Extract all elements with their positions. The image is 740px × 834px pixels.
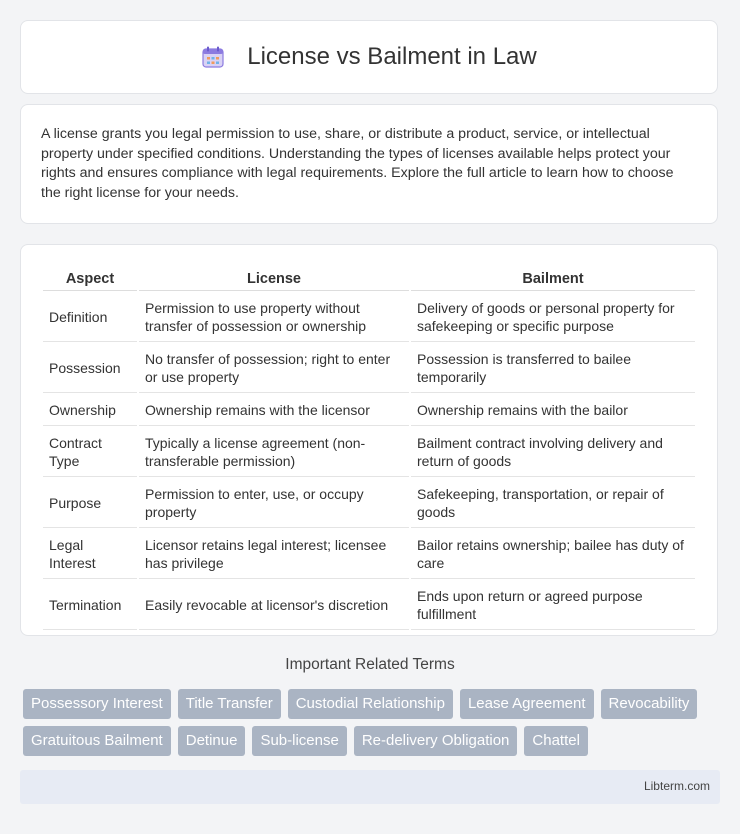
row-aspect: Ownership (43, 395, 137, 426)
term-tag[interactable]: Chattel (524, 726, 588, 756)
row-license: Licensor retains legal interest; licensee has privilege (139, 530, 409, 579)
related-terms-title: Important Related Terms (285, 656, 455, 673)
comparison-table (41, 265, 697, 632)
term-tag[interactable]: Custodial Relationship (288, 689, 453, 719)
table-header-row (43, 267, 695, 291)
row-license: Typically a license agreement (non-transferable permission) (139, 428, 409, 477)
page-title: License vs Bailment in Law (247, 43, 537, 70)
row-bailment: Bailor retains ownership; bailee has duty of care (411, 530, 695, 579)
row-aspect: Possession (43, 344, 137, 393)
row-license: Permission to use property without transfer of possession or ownership (139, 293, 409, 342)
row-license: Ownership remains with the licensor (139, 395, 409, 426)
term-tag[interactable]: Revocability (601, 689, 698, 719)
intro-card (20, 104, 718, 224)
row-aspect: Termination (43, 581, 137, 630)
table-row (43, 530, 695, 579)
table-row (43, 428, 695, 477)
header-aspect: Aspect (43, 267, 137, 291)
row-bailment: Safekeeping, transportation, or repair of goods (411, 479, 695, 528)
term-tag[interactable]: Lease Agreement (460, 689, 594, 719)
row-license: Easily revocable at licensor's discretion (139, 581, 409, 630)
term-tag[interactable]: Detinue (178, 726, 246, 756)
table-row (43, 293, 695, 342)
row-license: No transfer of possession; right to enter or use property (139, 344, 409, 393)
footer-bar (20, 770, 720, 804)
footer-site-link[interactable]: Libterm.com (643, 779, 710, 793)
row-bailment: Delivery of goods or personal property for safekeeping or specific purpose (411, 293, 695, 342)
row-bailment: Possession is transferred to bailee temporarily (411, 344, 695, 393)
row-license: Permission to enter, use, or occupy property (139, 479, 409, 528)
term-tag[interactable]: Re-delivery Obligation (354, 726, 518, 756)
intro-text: A license grants you legal permission to use, share, or distribute a product, service, or intellectual property under specified conditions. Understanding the types of licenses available helps protect your rights and ensures compliance with legal requirements. Explore the full article to learn how to choose the right license for your needs. (41, 126, 674, 201)
term-tag[interactable]: Title Transfer (178, 689, 281, 719)
table-row (43, 344, 695, 393)
row-aspect: Contract Type (43, 428, 137, 477)
comparison-card (20, 244, 718, 636)
term-tag[interactable]: Sub-license (252, 726, 346, 756)
header-card (20, 20, 718, 94)
table-row (43, 395, 695, 426)
row-aspect: Purpose (43, 479, 137, 528)
term-tag[interactable]: Possessory Interest (23, 689, 171, 719)
row-bailment: Ends upon return or agreed purpose fulfillment (411, 581, 695, 630)
term-tag[interactable]: Gratuitous Bailment (23, 726, 171, 756)
row-bailment: Bailment contract involving delivery and return of goods (411, 428, 695, 477)
calendar-icon (201, 45, 225, 69)
header-license: License (139, 267, 409, 291)
table-row (43, 581, 695, 630)
header-bailment: Bailment (411, 267, 695, 291)
table-row (43, 479, 695, 528)
related-terms-list (23, 689, 723, 756)
row-aspect: Definition (43, 293, 137, 342)
row-aspect: Legal Interest (43, 530, 137, 579)
row-bailment: Ownership remains with the bailor (411, 395, 695, 426)
